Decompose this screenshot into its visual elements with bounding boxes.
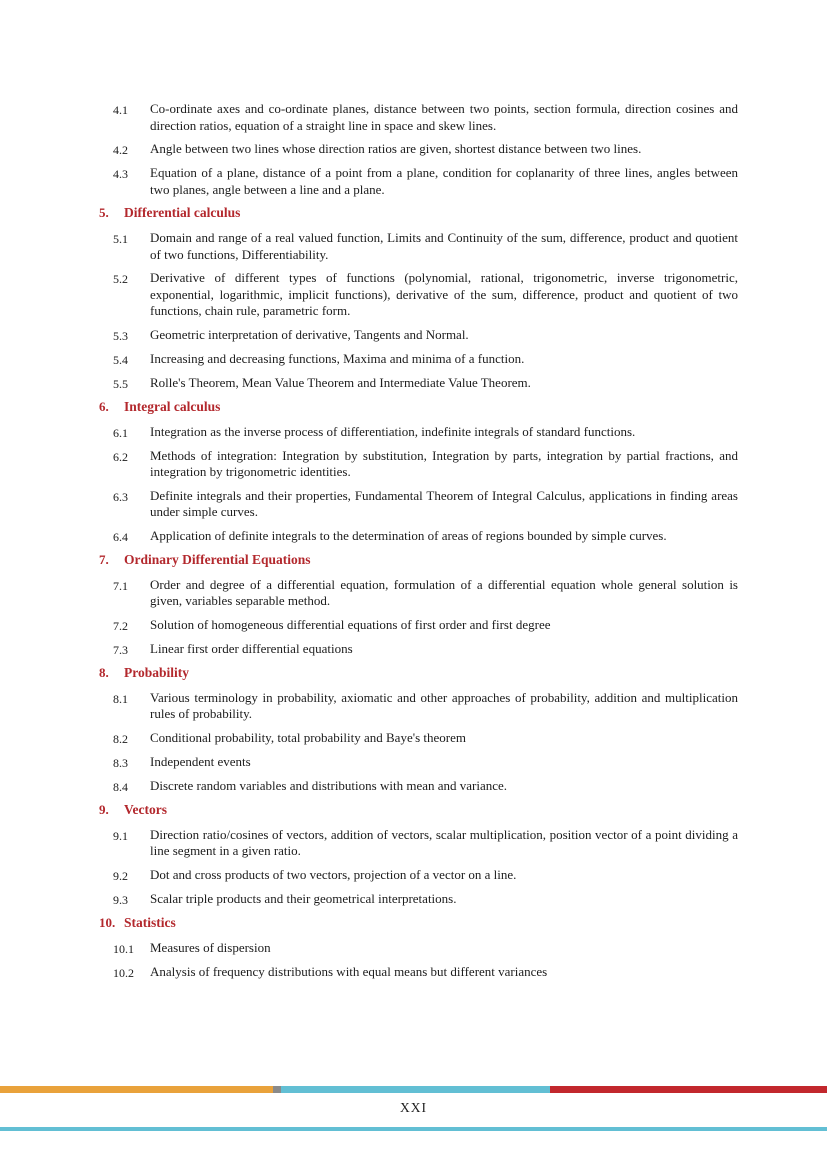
item-number: 7.2	[113, 618, 128, 633]
item-number: 5.5	[113, 376, 128, 391]
syllabus-item	[99, 528, 738, 545]
footer-color-bar	[0, 1086, 827, 1093]
item-number: 10.1	[113, 941, 134, 956]
section-number: 10.	[99, 914, 116, 930]
syllabus-item	[99, 641, 738, 658]
syllabus-item	[99, 327, 738, 344]
syllabus-item	[99, 351, 738, 368]
section-title: Vectors	[124, 801, 167, 817]
section-number: 9.	[99, 801, 109, 817]
syllabus-item	[99, 891, 738, 908]
section-title: Probability	[124, 664, 190, 680]
syllabus-item	[99, 690, 738, 723]
syllabus-content	[99, 101, 738, 988]
item-number: 6.1	[113, 425, 128, 440]
syllabus-item	[99, 270, 738, 320]
item-number: 5.3	[113, 328, 128, 343]
section-title: Integral calculus	[124, 398, 221, 414]
item-text: Angle between two lines whose direction ratios are given, shortest distance between two lines.	[150, 141, 642, 156]
section-number: 5.	[99, 205, 109, 220]
item-number: 4.3	[113, 167, 128, 181]
item-number: 4.2	[113, 143, 128, 157]
item-text: Various terminology in probability, axiomatic and other approaches of probability, addition and multiplication rules of probability.	[150, 689, 738, 721]
item-number: 10.2	[113, 965, 134, 980]
item-text: Increasing and decreasing functions, Maxima and minima of a function.	[150, 350, 525, 366]
section-title: Ordinary Differential Equations	[124, 551, 311, 567]
section-heading	[99, 205, 738, 221]
item-text: Analysis of frequency distributions with equal means but different variances	[150, 963, 548, 979]
item-text: Dot and cross products of two vectors, projection of a vector on a line.	[150, 866, 517, 882]
item-number: 5.1	[113, 232, 128, 246]
item-text: Linear first order differential equations	[150, 640, 353, 656]
syllabus-item	[99, 424, 738, 441]
syllabus-item	[99, 141, 738, 158]
section-heading	[99, 915, 738, 931]
item-number: 9.2	[113, 868, 128, 883]
item-text: Integration as the inverse process of differentiation, indefinite integrals of standard functions.	[150, 423, 636, 439]
syllabus-item	[99, 375, 738, 392]
section-heading	[99, 552, 738, 568]
item-number: 8.2	[113, 731, 128, 746]
section-number: 8.	[99, 664, 109, 680]
section-heading	[99, 802, 738, 818]
item-number: 6.3	[113, 489, 128, 504]
item-number: 5.2	[113, 272, 128, 286]
item-text: Definite integrals and their properties, Fundamental Theorem of Integral Calculus, applications in finding areas under simple curves.	[150, 487, 738, 519]
item-text: Geometric interpretation of derivative, Tangents and Normal.	[150, 326, 469, 342]
item-text: Order and degree of a differential equation, formulation of a differential equation whole general solution is given, variables separable method.	[150, 576, 738, 608]
syllabus-item	[99, 448, 738, 481]
item-number: 9.1	[113, 828, 128, 843]
syllabus-item	[99, 754, 738, 771]
item-number: 7.1	[113, 578, 128, 593]
syllabus-item	[99, 867, 738, 884]
section-number: 7.	[99, 551, 109, 567]
item-text: Scalar triple products and their geometrical interpretations.	[150, 890, 457, 906]
footer-bar-orange-segment	[0, 1086, 273, 1093]
item-text: Derivative of different types of functions (polynomial, rational, trigonometric, inverse trigonometric, exponential, logarithmic, implicit functions), derivative of the sum, difference, product and quotient of two functions, chain rule, parametric form.	[150, 270, 738, 318]
section-title: Differential calculus	[124, 205, 241, 220]
bottom-accent-line	[0, 1127, 827, 1131]
item-number: 8.3	[113, 755, 128, 770]
footer-bar-teal-segment	[281, 1086, 550, 1093]
item-text: Rolle's Theorem, Mean Value Theorem and Intermediate Value Theorem.	[150, 374, 531, 390]
item-number: 5.4	[113, 352, 128, 367]
footer-bar-gray-segment	[273, 1086, 281, 1093]
syllabus-item	[99, 730, 738, 747]
section-title: Statistics	[124, 914, 176, 930]
item-number: 8.1	[113, 691, 128, 706]
syllabus-item	[99, 778, 738, 795]
item-text: Conditional probability, total probability and Baye's theorem	[150, 729, 466, 745]
footer-bar-red-segment	[550, 1086, 827, 1093]
item-number: 9.3	[113, 892, 128, 907]
syllabus-item	[99, 165, 738, 198]
item-number: 6.4	[113, 529, 128, 544]
section-heading	[99, 399, 738, 415]
syllabus-item	[99, 488, 738, 521]
item-number: 6.2	[113, 449, 128, 464]
section-heading	[99, 665, 738, 681]
item-text: Methods of integration: Integration by substitution, Integration by parts, integration by partial fractions, and integration by trigonometric identities.	[150, 447, 738, 479]
item-text: Application of definite integrals to the determination of areas of regions bounded by simple curves.	[150, 527, 667, 543]
syllabus-item	[99, 577, 738, 610]
item-number: 4.1	[113, 103, 128, 117]
item-text: Measures of dispersion	[150, 939, 271, 955]
section-number: 6.	[99, 398, 109, 414]
syllabus-item	[99, 940, 738, 957]
syllabus-item	[99, 617, 738, 634]
item-number: 7.3	[113, 642, 128, 657]
syllabus-item	[99, 964, 738, 981]
item-text: Independent events	[150, 753, 251, 769]
item-text: Direction ratio/cosines of vectors, addition of vectors, scalar multiplication, position vector of a point dividing a line segment in a given ratio.	[150, 826, 738, 858]
syllabus-item	[99, 827, 738, 860]
item-text: Discrete random variables and distributions with mean and variance.	[150, 777, 508, 793]
syllabus-item	[99, 230, 738, 263]
item-number: 8.4	[113, 779, 128, 794]
page-number: XXI	[400, 1100, 427, 1115]
item-text: Equation of a plane, distance of a point from a plane, condition for coplanarity of three lines, angles between two planes, angle between a line and a plane.	[150, 165, 738, 197]
item-text: Domain and range of a real valued function, Limits and Continuity of the sum, difference, product and quotient of two functions, Differentiability.	[150, 230, 738, 262]
item-text: Co-ordinate axes and co-ordinate planes, distance between two points, section formula, direction cosines and direction ratios, equation of a straight line in space and skew lines.	[150, 101, 738, 133]
syllabus-item	[99, 101, 738, 134]
item-text: Solution of homogeneous differential equations of first order and first degree	[150, 616, 551, 632]
